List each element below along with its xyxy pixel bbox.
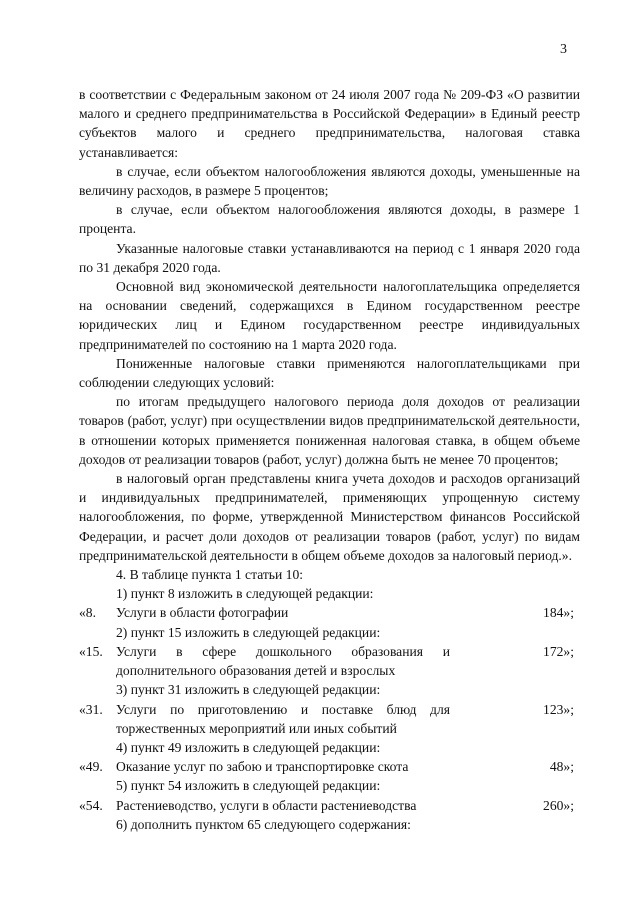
paragraph-intro: в соответствии с Федеральным законом от 24 июля 2007 года № 209-ФЗ «О развитии малого и среднего предпринимательства в Российской Федерации» в Единый реестр субъектов малого и среднего предпринимательства, налоговая ставка устанавливается:	[79, 87, 580, 160]
table-row-number: «31.	[79, 701, 103, 717]
table-row	[79, 642, 580, 680]
table-row-value: 184»;	[543, 605, 574, 621]
table-row-number: «15.	[79, 643, 103, 659]
amendment-instruction: 3) пункт 31 изложить в следующей редакции:	[116, 682, 381, 698]
table-row-value: 172»;	[543, 643, 574, 659]
page-number: 3	[560, 42, 567, 57]
paragraph-rate-1: в случае, если объектом налогообложения являются доходы, в размере 1 процента.	[79, 202, 580, 237]
amendment-instruction: 4) пункт 49 изложить в следующей редакции:	[116, 739, 381, 755]
paragraph-table-amend: 4. В таблице пункта 1 статьи 10:	[116, 567, 304, 583]
table-row	[79, 757, 580, 776]
paragraph-conditions: Пониженные налоговые ставки применяются налогоплательщиками при соблюдении следующих условий:	[79, 355, 580, 391]
table-row-name: Растениеводство, услуги в области растениеводства	[116, 797, 417, 813]
document-body	[79, 85, 580, 834]
table-row-number: «54.	[79, 797, 103, 813]
table-row	[79, 603, 580, 622]
table-row-number: «8.	[79, 605, 96, 621]
table-row-name: Услуги в области фотографии	[116, 605, 289, 621]
table-row-value: 123»;	[543, 701, 574, 717]
table-row-name: Услуги по приготовлению и поставке блюд для торжественных мероприятий или иных событий	[116, 701, 450, 736]
amendment-instruction: 2) пункт 15 изложить в следующей редакции:	[116, 624, 381, 640]
table-row	[79, 700, 580, 738]
table-row-name: Оказание услуг по забою и транспортировке скота	[116, 759, 409, 775]
final-instruction: 6) дополнить пунктом 65 следующего содержания:	[116, 816, 411, 832]
paragraph-main-activity: Основной вид экономической деятельности налогоплательщика определяется на основании сведений, содержащихся в Едином государственном реестре юридических лиц и Едином государственном реестре индивидуальных предпринимателей по состоянию на 1 марта 2020 года.	[79, 279, 580, 352]
amendment-instruction: 5) пункт 54 изложить в следующей редакции:	[116, 778, 381, 794]
amendment-instruction: 1) пункт 8 изложить в следующей редакции:	[116, 586, 374, 602]
paragraph-condition-share: по итогам предыдущего налогового периода доля доходов от реализации товаров (работ, услуг) при осуществлении видов предпринимательской деятельности, в отношении которых применяется пониженная налоговая ставка, в общем объеме доходов от реализации товаров (работ, услуг) должна быть не менее 70 процентов;	[79, 394, 580, 467]
paragraph-condition-book: в налоговый орган представлены книга учета доходов и расходов организаций и индивидуальных предпринимателей, применяющих упрощенную систему налогообложения, по форме, утвержденной Министерством финансов Российской Федерации, и расчет доли доходов от реализации товаров (работ, услуг) по видам предпринимательской деятельности в общем объеме доходов за налоговый период.».	[79, 471, 580, 563]
table-row-name: Услуги в сфере дошкольного образования и дополнительного образования детей и взрослых	[116, 643, 450, 679]
table-row-value: 48»;	[549, 759, 574, 775]
table-row-value: 260»;	[543, 797, 574, 813]
paragraph-rate-5: в случае, если объектом налогообложения являются доходы, уменьшенные на величину расходов, в размере 5 процентов;	[79, 163, 580, 199]
paragraph-period: Указанные налоговые ставки устанавливаются на период с 1 января 2020 года по 31 декабря 2020 года.	[79, 240, 580, 275]
table-row	[79, 796, 580, 815]
table-row-number: «49.	[79, 759, 103, 775]
